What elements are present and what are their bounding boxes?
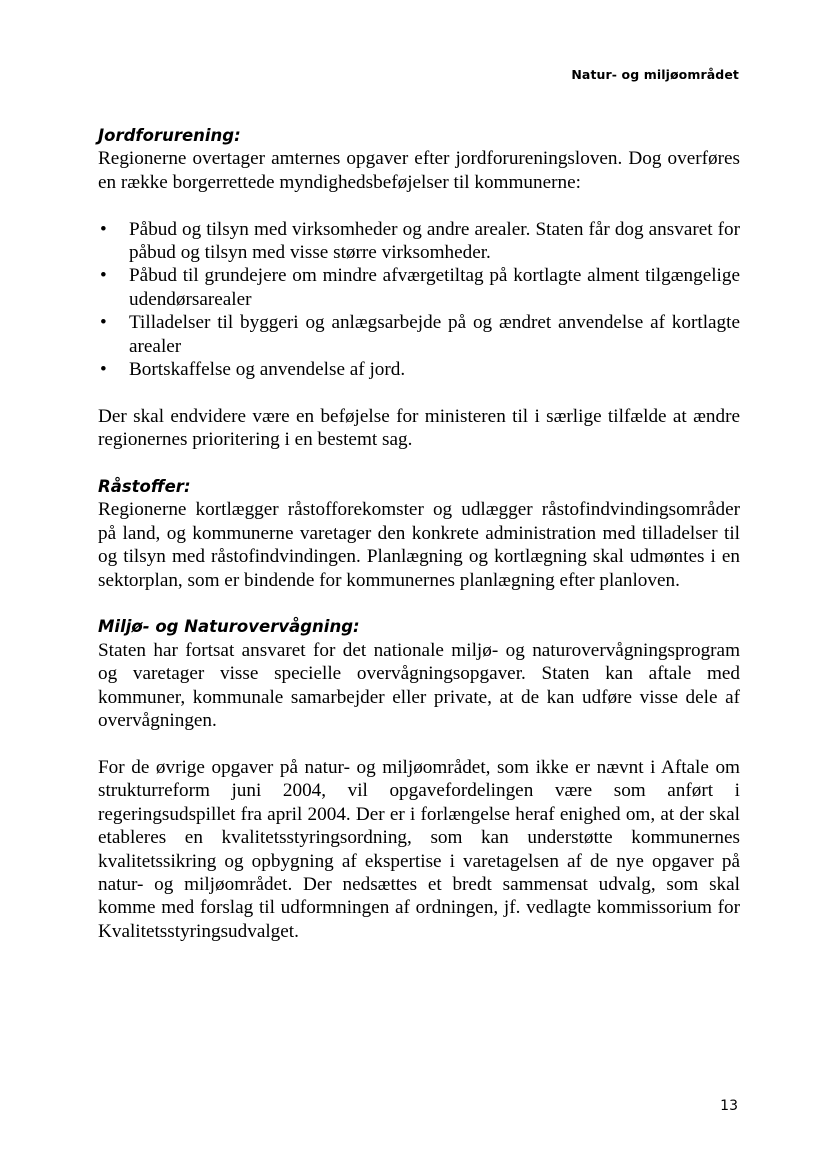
page-number: 13: [720, 1098, 738, 1114]
spacer: [98, 592, 740, 615]
paragraph-raastoffer: Regionerne kortlægger råstofforekomster og udlægger råstofindvindingsområder på land, og kommunerne varetager den konkrete administration med tilladelser til og tilsyn med råstofindvindingen. Planlægning og kortlægning skal udmøntes i en sektorplan, som er bindende for kommunernes planlægning efter planloven.: [98, 499, 740, 591]
bullet-icon: •: [100, 218, 107, 240]
spacer: [98, 194, 740, 217]
spacer: [98, 733, 740, 756]
bullet-list-jordforurening: [98, 218, 740, 382]
spacer: [98, 452, 740, 475]
section-heading-jordforurening: Jordforurening:: [98, 126, 241, 145]
paragraph-jordforurening-closing: Der skal endvidere være en beføjelse for ministeren til i særlige tilfælde at ændre regionernes prioritering i en bestemt sag.: [98, 405, 740, 451]
list-item: [98, 311, 740, 358]
bullet-icon: •: [100, 312, 107, 334]
page-content: [98, 124, 740, 943]
paragraph-jordforurening-intro: Regionerne overtager amternes opgaver efter jordforureningsloven. Dog overføres en række borgerrettede myndighedsbeføjelser til kommunerne:: [98, 148, 740, 193]
list-item-text: Påbud til grundejere om mindre afværgetiltag på kortlagte alment tilgængelige udendørsarealer: [129, 265, 740, 310]
spacer: [98, 381, 740, 404]
section-heading-raastoffer: Råstoffer:: [98, 477, 191, 497]
bullet-icon: •: [100, 359, 107, 381]
running-header: Natur- og miljøområdet: [571, 67, 739, 82]
list-item-text: Tilladelser til byggeri og anlægsarbejde på og ændret anvendelse af kortlagte arealer: [129, 312, 740, 357]
paragraph-oevrige-opgaver: For de øvrige opgaver på natur- og miljøområdet, som ikke er nævnt i Aftale om strukturreform juni 2004, vil opgavefordelingen være som anført i regeringsudspillet fra april 2004. Der er i forlængelse heraf enighed om, at der skal etableres en kvalitetsstyringsordning, som kan understøtte kommunernes kvalitetssikring og opbygning af ekspertise i varetagelsen af de nye opgaver på natur- og miljøområdet. Der nedsættes et bredt sammensat udvalg, som skal komme med forslag til udformningen af ordningen, jf. vedlagte kommissorium for Kvalitetsstyringsudvalget.: [98, 756, 740, 942]
list-item-text: Bortskaffelse og anvendelse af jord.: [129, 359, 406, 381]
paragraph-overvaagning: Staten har fortsat ansvaret for det nationale miljø- og naturovervågningsprogram og varetager visse specielle overvågningsopgaver. Staten kan aftale med kommuner, kommunale samarbejder eller private, at de kan udføre visse dele af overvågningen.: [98, 639, 740, 732]
bullet-icon: •: [100, 265, 107, 287]
list-item-text: Påbud og tilsyn med virksomheder og andre arealer. Staten får dog ansvaret for påbud og tilsyn med visse større virksomheder.: [129, 218, 740, 264]
list-item: [98, 264, 740, 311]
list-item: [98, 358, 740, 381]
section-heading-overvaagning: Miljø- og Naturovervågning:: [98, 617, 360, 637]
list-item: [98, 218, 740, 265]
